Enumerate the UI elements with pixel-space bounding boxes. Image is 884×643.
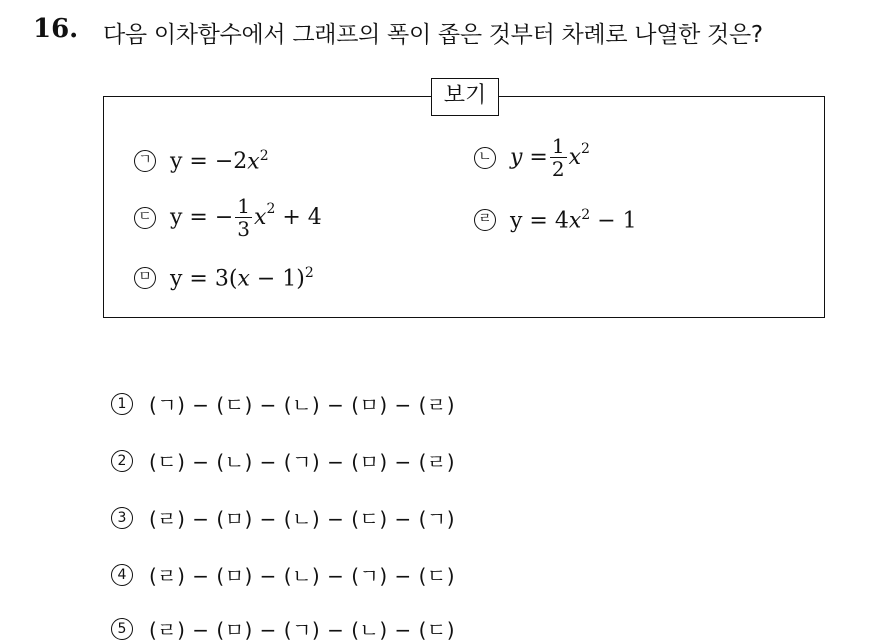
answer-choice-4[interactable] xyxy=(111,560,455,589)
bogi-item-mieum xyxy=(134,265,314,291)
expr-sup: 2 xyxy=(304,265,314,281)
expr-post: + 4 xyxy=(275,205,322,230)
expr-pre: y = xyxy=(510,145,548,170)
expr-fraction xyxy=(235,195,252,240)
choice-sequence: (ㄷ) − (ㄴ) − (ㄱ) − (ㅁ) − (ㄹ) xyxy=(149,450,456,474)
bogi-item-nieun xyxy=(474,135,590,180)
expr-sup: 2 xyxy=(266,201,276,217)
answer-choice-2[interactable] xyxy=(111,446,455,475)
choice-number: 4 xyxy=(111,564,133,586)
bogi-marker: ㄴ xyxy=(474,147,496,169)
expr-pre: y = 4 xyxy=(510,208,569,234)
frac-numerator: 1 xyxy=(237,194,251,218)
frac-numerator: 1 xyxy=(551,134,565,158)
expr-var: x xyxy=(568,145,582,170)
choice-sequence: (ㄹ) − (ㅁ) − (ㄴ) − (ㄱ) − (ㄷ) xyxy=(149,564,456,588)
bogi-expression xyxy=(170,148,269,174)
bogi-expression xyxy=(170,195,322,240)
choice-sequence: (ㄱ) − (ㄷ) − (ㄴ) − (ㅁ) − (ㄹ) xyxy=(149,393,456,417)
frac-denominator: 3 xyxy=(237,217,251,241)
bogi-marker: ㄱ xyxy=(134,150,156,172)
choice-sequence: (ㄹ) − (ㅁ) − (ㄴ) − (ㄷ) − (ㄱ) xyxy=(149,507,456,531)
bogi-label: 보기 xyxy=(431,78,499,116)
expr-pre: y = 3( xyxy=(170,266,238,292)
bogi-marker: ㄷ xyxy=(134,207,156,229)
choice-number: 5 xyxy=(111,618,133,640)
answer-choice-3[interactable] xyxy=(111,503,455,532)
choice-number: 3 xyxy=(111,507,133,529)
answer-choice-5[interactable] xyxy=(111,614,455,643)
bogi-marker: ㅁ xyxy=(134,267,156,289)
expr-sup: 2 xyxy=(581,207,591,223)
question-text: 다음 이차함수에서 그래프의 폭이 좁은 것부터 차례로 나열한 것은? xyxy=(103,22,763,48)
expr-var: x xyxy=(247,149,260,175)
expr-var: x xyxy=(568,208,582,234)
question-number: 16. xyxy=(33,14,79,44)
bogi-expression xyxy=(170,265,314,291)
expr-var: x xyxy=(254,205,267,230)
bogi-expression xyxy=(510,207,637,233)
choice-number: 1 xyxy=(111,393,133,415)
expr-sup: 2 xyxy=(581,141,590,157)
bogi-item-rieul xyxy=(474,207,637,233)
bogi-expression xyxy=(510,135,590,180)
expr-pre: y = −2 xyxy=(170,149,248,175)
bogi-item-digeut xyxy=(134,195,322,240)
bogi-item-giyeok xyxy=(134,148,269,174)
expr-mid: − 1) xyxy=(249,266,305,292)
bogi-marker: ㄹ xyxy=(474,209,496,231)
choice-number: 2 xyxy=(111,450,133,472)
expr-fraction xyxy=(550,135,567,180)
frac-denominator: 2 xyxy=(551,157,565,181)
answer-choice-1[interactable] xyxy=(111,389,455,418)
expr-var: x xyxy=(237,266,250,292)
expr-pre: y = − xyxy=(170,205,234,230)
expr-sup: 2 xyxy=(259,148,269,164)
choice-sequence: (ㄹ) − (ㅁ) − (ㄱ) − (ㄴ) − (ㄷ) xyxy=(149,618,456,642)
expr-post: − 1 xyxy=(590,208,637,234)
